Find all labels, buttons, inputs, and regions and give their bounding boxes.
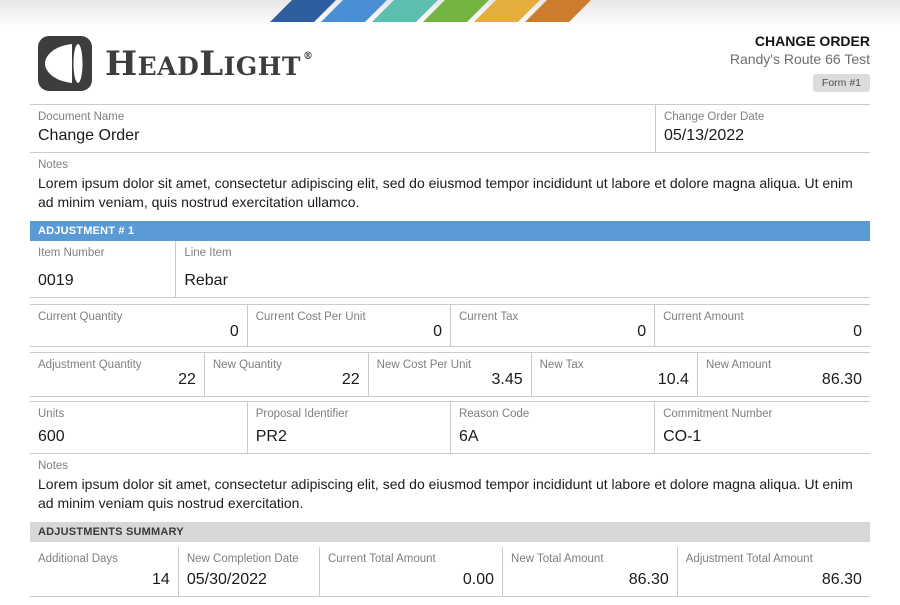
field-label: Line Item bbox=[184, 247, 232, 259]
form-number-badge: Form #1 bbox=[813, 74, 870, 92]
field-value: 05/30/2022 bbox=[186, 571, 267, 588]
field-new-completion-date bbox=[178, 547, 319, 596]
field-document-name bbox=[30, 105, 655, 152]
field-label: Item Number bbox=[38, 247, 105, 259]
field-current-total-amount bbox=[319, 547, 502, 596]
field-label: Current Amount bbox=[663, 311, 744, 323]
field-label: Proposal Identifier bbox=[255, 408, 349, 420]
field-new-total-amount bbox=[502, 547, 677, 596]
headlight-logo bbox=[38, 36, 313, 91]
field-value: 0 bbox=[637, 323, 647, 340]
summary-row bbox=[30, 547, 870, 597]
document-type-title: CHANGE ORDER bbox=[754, 33, 870, 49]
field-value: 14 bbox=[152, 571, 170, 588]
field-label: Additional Days bbox=[38, 553, 118, 565]
field-label: Document Name bbox=[38, 111, 125, 123]
item-row bbox=[30, 241, 870, 298]
field-label: Current Cost Per Unit bbox=[255, 311, 366, 323]
field-change-order-date bbox=[655, 105, 870, 152]
wordmark-letters: EAD bbox=[137, 51, 200, 81]
field-label: New Total Amount bbox=[511, 553, 604, 565]
field-current-cost-per-unit bbox=[247, 305, 450, 346]
field-adjustment-total-amount bbox=[677, 547, 870, 596]
field-label: Current Tax bbox=[458, 311, 519, 323]
header-right-block bbox=[730, 33, 870, 92]
field-label: Reason Code bbox=[458, 408, 530, 420]
field-label: Change Order Date bbox=[663, 111, 765, 123]
document-name-row bbox=[30, 104, 870, 153]
field-value: PR2 bbox=[255, 428, 287, 445]
field-current-quantity bbox=[30, 305, 247, 346]
field-value: 0 bbox=[229, 323, 239, 340]
document-header bbox=[30, 0, 870, 104]
units-row bbox=[30, 401, 870, 454]
current-values-row bbox=[30, 304, 870, 347]
adjustment-values-row bbox=[30, 352, 870, 397]
field-label: New Completion Date bbox=[186, 553, 299, 565]
field-label: Commitment Number bbox=[663, 408, 773, 420]
field-new-cost-per-unit bbox=[368, 353, 531, 396]
field-new-quantity bbox=[204, 353, 368, 396]
field-additional-days bbox=[30, 547, 178, 596]
field-value: 86.30 bbox=[821, 571, 862, 588]
field-value: Rebar bbox=[184, 272, 228, 289]
headlight-wordmark bbox=[105, 43, 314, 84]
field-current-amount bbox=[654, 305, 870, 346]
field-value: 86.30 bbox=[628, 571, 669, 588]
field-line-item bbox=[175, 241, 870, 297]
field-value: 86.30 bbox=[821, 371, 862, 388]
field-label: New Quantity bbox=[212, 359, 282, 371]
wordmark-letter: L bbox=[199, 43, 224, 84]
field-value: 22 bbox=[178, 371, 196, 388]
field-value: Change Order bbox=[38, 127, 140, 144]
notes-section bbox=[30, 153, 870, 221]
field-current-tax bbox=[450, 305, 654, 346]
summary-section-header: ADJUSTMENTS SUMMARY bbox=[30, 522, 870, 542]
field-value: 0 bbox=[853, 323, 862, 340]
field-new-tax bbox=[531, 353, 697, 396]
field-proposal-identifier bbox=[247, 402, 450, 453]
field-value: 600 bbox=[38, 428, 65, 445]
field-label: Adjustment Total Amount bbox=[685, 553, 813, 565]
field-value: 0019 bbox=[38, 272, 74, 289]
field-label: New Cost Per Unit bbox=[376, 359, 472, 371]
field-adjustment-quantity bbox=[30, 353, 204, 396]
field-new-amount bbox=[697, 353, 870, 396]
notes-label: Notes bbox=[38, 159, 69, 171]
field-value: CO-1 bbox=[663, 428, 702, 445]
field-value: 05/13/2022 bbox=[663, 127, 745, 144]
field-value: 0 bbox=[433, 323, 442, 340]
registered-trademark-icon: ® bbox=[302, 50, 314, 62]
field-label: Adjustment Quantity bbox=[38, 359, 142, 371]
field-value: 0.00 bbox=[462, 571, 495, 588]
field-value: 3.45 bbox=[491, 371, 523, 388]
notes-label: Notes bbox=[38, 460, 69, 472]
wordmark-letter: H bbox=[105, 43, 138, 84]
field-label: New Tax bbox=[539, 359, 584, 371]
wordmark-letters: IGHT bbox=[223, 51, 301, 81]
headlight-lamp-icon bbox=[38, 36, 92, 91]
field-reason-code bbox=[450, 402, 654, 453]
notes-text: Lorem ipsum dolor sit amet, consectetur adipiscing elit, sed do eiusmod tempor incididunt ut labore et dolore magna aliqua. Ut enim ad minim veniam, quis nostrud exercitation ullamco. bbox=[38, 175, 853, 210]
field-units bbox=[30, 402, 247, 453]
field-value: 10.4 bbox=[657, 371, 689, 388]
field-item-number bbox=[30, 241, 175, 297]
field-label: Units bbox=[38, 408, 65, 420]
field-value: 22 bbox=[341, 371, 360, 388]
notes-text: Lorem ipsum dolor sit amet, consectetur adipiscing elit, sed do eiusmod tempor incididunt ut labore et dolore magna aliqua. Ut enim ad minim veniam quis nostrud exercitation. bbox=[38, 476, 853, 511]
field-commitment-number bbox=[654, 402, 870, 453]
field-label: New Amount bbox=[705, 359, 772, 371]
field-label: Current Quantity bbox=[38, 311, 123, 323]
adjustment-notes-section bbox=[30, 454, 870, 522]
field-label: Current Total Amount bbox=[327, 553, 436, 565]
field-value: 6A bbox=[458, 428, 479, 445]
adjustment-section-header: ADJUSTMENT # 1 bbox=[30, 221, 870, 241]
project-name: Randy's Route 66 Test bbox=[729, 51, 870, 67]
form-content bbox=[30, 104, 870, 597]
